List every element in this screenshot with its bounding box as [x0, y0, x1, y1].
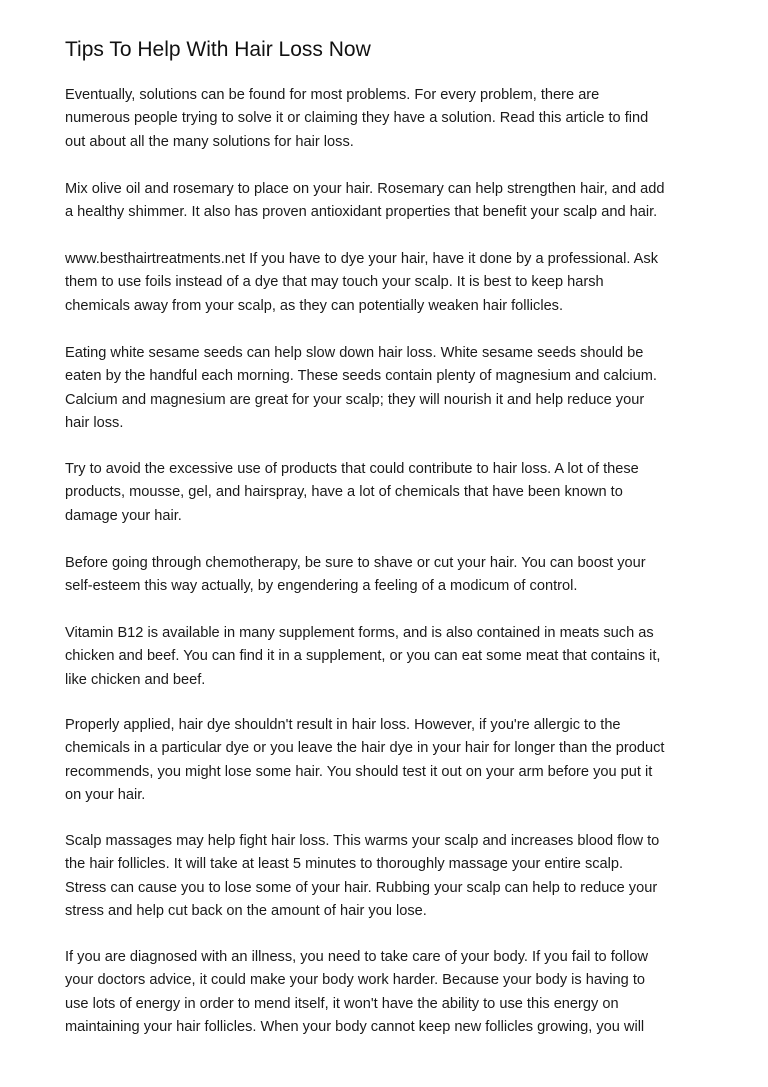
text-line: the hair follicles. It will take at least 5 minutes to thoroughly massage your entire scalp. — [65, 856, 624, 873]
text-line: on your hair. — [65, 786, 146, 803]
text-line: Eventually, solutions can be found for most problems. For every problem, there are — [65, 87, 600, 103]
paragraph-chemotherapy — [65, 552, 725, 599]
text-line: Vitamin B12 is available in many supplement forms, and is also contained in meats such as — [65, 625, 654, 641]
text-line: Before going through chemotherapy, be sure to shave or cut your hair. You can boost your — [65, 555, 646, 571]
paragraph-sesame-seeds — [65, 342, 725, 435]
paragraph-olive-oil — [65, 178, 725, 225]
text-line: chemicals in a particular dye or you leave the hair dye in your hair for longer than the product — [65, 740, 665, 757]
text-line: If you are diagnosed with an illness, you need to take care of your body. If you fail to follow — [65, 949, 649, 965]
text-line: numerous people trying to solve it or claiming they have a solution. Read this article to find — [65, 110, 649, 127]
text-line: out about all the many solutions for hair loss. — [65, 133, 354, 150]
paragraph-illness — [65, 946, 725, 1039]
text-line: them to use foils instead of a dye that may touch your scalp. It is best to keep harsh — [65, 274, 604, 291]
page-title: Tips To Help With Hair Loss Now — [65, 38, 371, 61]
text-line: damage your hair. — [65, 507, 182, 524]
text-line: www.besthairtreatments.net If you have to dye your hair, have it done by a professional. Ask — [65, 251, 658, 267]
text-line: Calcium and magnesium are great for your scalp; they will nourish it and help reduce your — [65, 391, 645, 408]
text-line: Properly applied, hair dye shouldn't result in hair loss. However, if you're allergic to the — [65, 717, 621, 733]
text-line: use lots of energy in order to mend itself, it won't have the ability to use this energy on — [65, 995, 619, 1012]
text-line: your doctors advice, it could make your body work harder. Because your body is having to — [65, 972, 646, 989]
text-line: a healthy shimmer. It also has proven antioxidant properties that benefit your scalp and hair. — [65, 204, 658, 221]
text-line: products, mousse, gel, and hairspray, have a lot of chemicals that have been known to — [65, 484, 623, 501]
paragraph-hair-dye-allergy — [65, 714, 725, 807]
text-line: Mix olive oil and rosemary to place on your hair. Rosemary can help strengthen hair, and add — [65, 181, 665, 197]
text-line: chemicals away from your scalp, as they can potentially weaken hair follicles. — [65, 297, 564, 314]
paragraph-products — [65, 458, 725, 528]
paragraph-intro — [65, 84, 725, 154]
text-line: Scalp massages may help fight hair loss. This warms your scalp and increases blood flow to — [65, 833, 660, 849]
text-line: maintaining your hair follicles. When your body cannot keep new follicles growing, you will — [65, 1018, 645, 1035]
text-line: hair loss. — [65, 414, 124, 431]
paragraph-scalp-massage — [65, 830, 725, 923]
text-line: eaten by the handful each morning. These seeds contain plenty of magnesium and calcium. — [65, 368, 657, 385]
text-line: Stress can cause you to lose some of your hair. Rubbing your scalp can help to reduce your — [65, 879, 658, 896]
paragraph-vitamin-b12 — [65, 622, 725, 692]
text-line: like chicken and beef. — [65, 671, 206, 688]
text-line: chicken and beef. You can find it in a supplement, or you can eat some meat that contains it, — [65, 648, 661, 665]
paragraph-hair-dye-professional — [65, 248, 725, 318]
text-line: self-esteem this way actually, by engendering a feeling of a modicum of control. — [65, 578, 578, 595]
text-line: recommends, you might lose some hair. You should test it out on your arm before you put it — [65, 763, 653, 780]
text-line: Try to avoid the excessive use of products that could contribute to hair loss. A lot of these — [65, 461, 639, 477]
text-line: stress and help cut back on the amount of hair you lose. — [65, 902, 427, 919]
text-line: Eating white sesame seeds can help slow down hair loss. White sesame seeds should be — [65, 345, 644, 361]
